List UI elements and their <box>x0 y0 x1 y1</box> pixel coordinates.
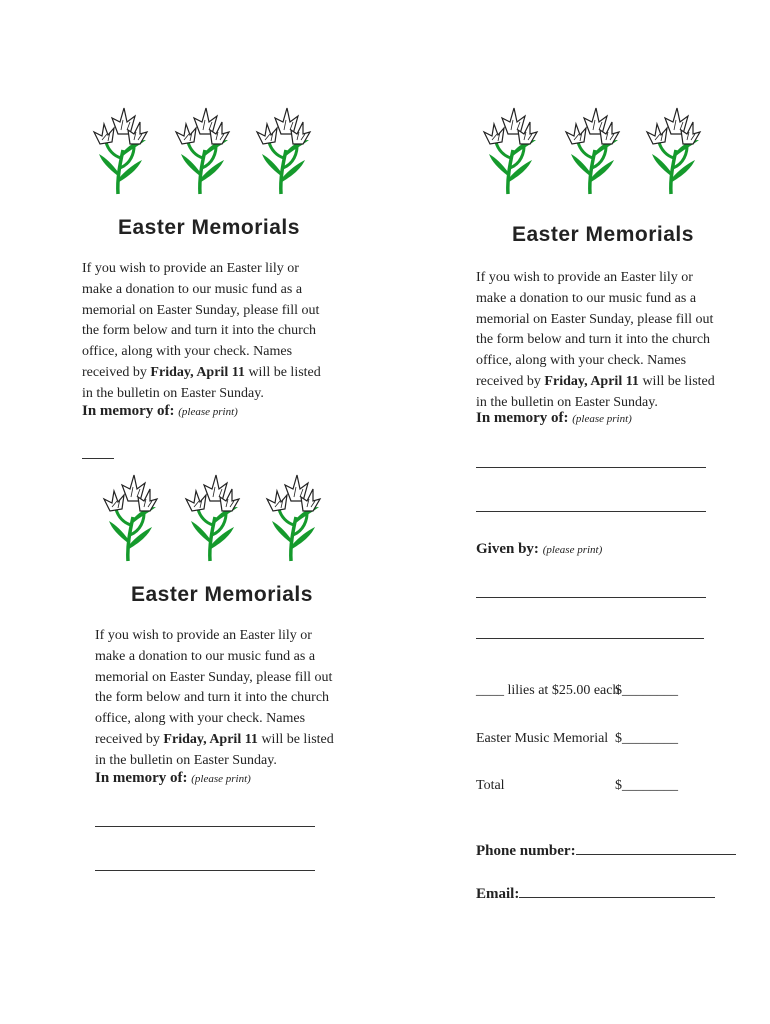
lilies-row: ____ lilies at $25.00 each <box>476 683 620 698</box>
memory-line[interactable] <box>95 826 315 827</box>
memory-line[interactable] <box>476 511 706 512</box>
given-by-line[interactable] <box>476 597 706 598</box>
deadline-date: Friday, April 11 <box>150 364 245 380</box>
lily-row-top-left <box>90 98 320 198</box>
easter-lily-icon <box>90 98 150 198</box>
easter-lily-icon <box>253 98 313 198</box>
email-field[interactable] <box>519 897 715 898</box>
given-by-line[interactable] <box>476 638 704 639</box>
flyer-title: Easter Memorials <box>118 216 300 239</box>
email-label: Email: <box>476 886 520 902</box>
easter-lily-icon <box>263 465 323 565</box>
lily-row-bottom-left <box>100 465 330 565</box>
easter-lily-icon <box>562 98 622 198</box>
phone-field[interactable] <box>576 854 736 855</box>
total-amount-blank[interactable]: $________ <box>615 778 678 793</box>
easter-lily-icon <box>100 465 160 565</box>
deadline-date: Friday, April 11 <box>544 373 639 389</box>
deadline-date: Friday, April 11 <box>163 731 258 747</box>
in-memory-label: In memory of: (please print) <box>82 403 238 419</box>
flyer-instructions: If you wish to provide an Easter lily or make a donation to our music fund as a memorial on Easter Sunday, please fill out the form below and turn it into the church office, along with your check. Names received by Friday, April 11 will be listed in the bulletin on Easter Sunday. <box>476 270 715 410</box>
in-memory-label: In memory of: (please print) <box>476 410 632 426</box>
memory-line[interactable] <box>82 458 114 459</box>
lilies-quantity-blank[interactable]: ____ <box>476 683 504 698</box>
music-memorial-label: Easter Music Memorial <box>476 731 609 746</box>
lilies-amount-blank[interactable]: $________ <box>615 683 678 698</box>
flyer-title: Easter Memorials <box>512 223 694 246</box>
total-label: Total <box>476 778 505 793</box>
given-by-label: Given by: (please print) <box>476 541 603 557</box>
memory-line[interactable] <box>476 467 706 468</box>
in-memory-label: In memory of: (please print) <box>95 770 251 786</box>
easter-lily-icon <box>480 98 540 198</box>
email-row <box>476 886 715 903</box>
phone-label: Phone number: <box>476 843 576 859</box>
easter-lily-icon <box>643 98 703 198</box>
memory-line[interactable] <box>95 870 315 871</box>
easter-lily-icon <box>182 465 242 565</box>
flyer-instructions: If you wish to provide an Easter lily or make a donation to our music fund as a memorial on Easter Sunday, please fill out the form below and turn it into the church office, along with your check. Names received by Friday, April 11 will be listed in the bulletin on Easter Sunday. <box>95 628 334 768</box>
phone-row <box>476 843 736 860</box>
lily-row-right <box>480 98 710 198</box>
flyer-instructions: If you wish to provide an Easter lily or make a donation to our music fund as a memorial on Easter Sunday, please fill out the form below and turn it into the church office, along with your check. Names received by Friday, April 11 will be listed in the bulletin on Easter Sunday. <box>82 261 321 401</box>
music-amount-blank[interactable]: $________ <box>615 731 678 746</box>
easter-lily-icon <box>172 98 232 198</box>
flyer-title: Easter Memorials <box>131 583 313 606</box>
